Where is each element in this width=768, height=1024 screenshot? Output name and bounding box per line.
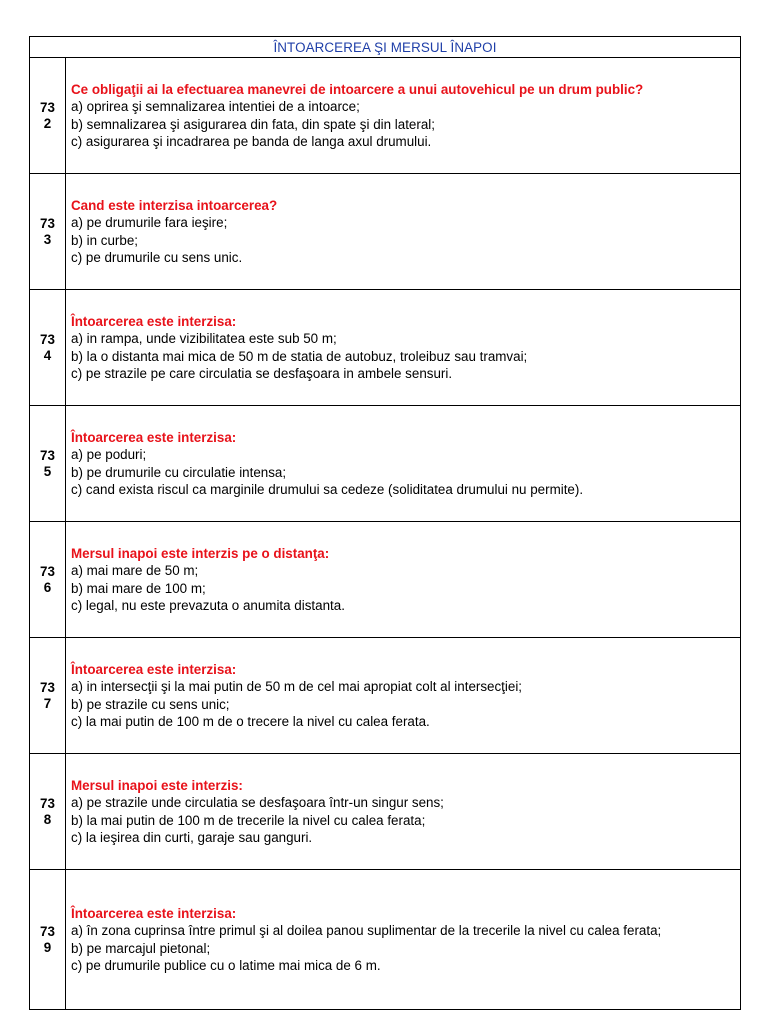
questions-table bbox=[29, 36, 741, 1010]
question-row bbox=[30, 290, 741, 406]
question-number bbox=[30, 58, 66, 174]
answer-a: a) in rampa, unde vizibilitatea este sub 50 m; bbox=[71, 331, 337, 346]
question-content bbox=[66, 638, 741, 754]
question-row bbox=[30, 406, 741, 522]
question-number-top: 73 bbox=[40, 563, 55, 579]
question-number bbox=[30, 754, 66, 870]
answer-b: b) pe drumurile cu circulatie intensa; bbox=[71, 464, 287, 480]
question-number-top: 73 bbox=[40, 447, 55, 463]
question-number-top: 73 bbox=[40, 923, 55, 939]
question-number bbox=[30, 174, 66, 290]
question-number-bottom: 7 bbox=[43, 695, 52, 711]
answer-c: c) cand exista riscul ca marginile drumului sa cedeze (soliditatea drumului nu permite). bbox=[71, 482, 584, 497]
question-text: Mersul inapoi este interzis: bbox=[71, 777, 243, 793]
answer-a: a) mai mare de 50 m; bbox=[71, 563, 199, 578]
document-page bbox=[29, 36, 740, 1010]
answer-c: c) pe drumurile cu sens unic. bbox=[71, 250, 243, 265]
question-number-bottom: 6 bbox=[43, 579, 52, 595]
answer-b: b) mai mare de 100 m; bbox=[71, 580, 206, 596]
answer-c: c) pe drumurile publice cu o latime mai mica de 6 m. bbox=[71, 958, 381, 973]
question-content bbox=[66, 406, 741, 522]
question-content bbox=[66, 754, 741, 870]
answer-a: a) in intersecţii şi la mai putin de 50 m de cel mai apropiat colt al intersecţiei; bbox=[71, 679, 523, 694]
question-number-top: 73 bbox=[40, 215, 55, 231]
question-number-bottom: 8 bbox=[43, 811, 52, 827]
question-content bbox=[66, 870, 741, 1010]
answer-c: c) la mai putin de 100 m de o trecere la nivel cu calea ferata. bbox=[71, 714, 430, 729]
answer-b: b) pe strazile cu sens unic; bbox=[71, 696, 230, 712]
question-number bbox=[30, 522, 66, 638]
question-text: Mersul inapoi este interzis pe o distanţa: bbox=[71, 545, 330, 561]
question-row bbox=[30, 174, 741, 290]
question-row bbox=[30, 58, 741, 174]
question-number bbox=[30, 290, 66, 406]
question-row bbox=[30, 638, 741, 754]
answer-c: c) asigurarea şi incadrarea pe banda de langa axul drumului. bbox=[71, 134, 432, 149]
table-header-row bbox=[30, 37, 741, 58]
question-number-bottom: 5 bbox=[43, 463, 52, 479]
answer-a: a) pe poduri; bbox=[71, 447, 147, 462]
question-content bbox=[66, 522, 741, 638]
answer-b: b) la o distanta mai mica de 50 m de statia de autobuz, troleibuz sau tramvai; bbox=[71, 348, 528, 364]
question-text: Întoarcerea este interzisa: bbox=[71, 313, 237, 329]
question-number-top: 73 bbox=[40, 99, 55, 115]
question-number-bottom: 9 bbox=[43, 939, 52, 955]
question-content bbox=[66, 290, 741, 406]
answer-a: a) pe drumurile fara ieşire; bbox=[71, 215, 228, 230]
question-row bbox=[30, 522, 741, 638]
answer-c: c) la ieşirea din curti, garaje sau ganguri. bbox=[71, 830, 313, 845]
question-number-top: 73 bbox=[40, 679, 55, 695]
question-text: Ce obligaţii ai la efectuarea manevrei de intoarcere a unui autovehicul pe un drum public? bbox=[71, 81, 644, 97]
answer-a: a) oprirea şi semnalizarea intentiei de a intoarce; bbox=[71, 99, 360, 114]
question-number bbox=[30, 638, 66, 754]
question-content bbox=[66, 58, 741, 174]
question-number bbox=[30, 406, 66, 522]
answer-a: a) pe strazile unde circulatia se desfaşoara într-un singur sens; bbox=[71, 795, 444, 810]
question-number-bottom: 4 bbox=[43, 347, 52, 363]
answer-b: b) in curbe; bbox=[71, 232, 138, 248]
question-number bbox=[30, 870, 66, 1010]
question-number-bottom: 3 bbox=[43, 231, 52, 247]
answer-b: b) pe marcajul pietonal; bbox=[71, 940, 211, 956]
question-text: Întoarcerea este interzisa: bbox=[71, 905, 237, 921]
question-number-top: 73 bbox=[40, 795, 55, 811]
question-text: Cand este interzisa intoarcerea? bbox=[71, 197, 278, 213]
document-title: ÎNTOARCEREA ŞI MERSUL ÎNAPOI bbox=[30, 37, 741, 58]
answer-b: b) la mai putin de 100 m de trecerile la nivel cu calea ferata; bbox=[71, 812, 426, 828]
answer-c: c) legal, nu este prevazuta o anumita distanta. bbox=[71, 598, 345, 613]
answer-b: b) semnalizarea şi asigurarea din fata, din spate şi din lateral; bbox=[71, 116, 435, 132]
answer-a: a) în zona cuprinsa între primul şi al doilea panou suplimentar de la trecerile la nivel cu calea ferata; bbox=[71, 923, 662, 938]
question-number-bottom: 2 bbox=[43, 115, 52, 131]
question-row bbox=[30, 870, 741, 1010]
answer-c: c) pe strazile pe care circulatia se desfaşoara in ambele sensuri. bbox=[71, 366, 453, 381]
question-text: Întoarcerea este interzisa: bbox=[71, 661, 237, 677]
question-text: Întoarcerea este interzisa: bbox=[71, 429, 237, 445]
question-number-top: 73 bbox=[40, 331, 55, 347]
question-row bbox=[30, 754, 741, 870]
question-content bbox=[66, 174, 741, 290]
